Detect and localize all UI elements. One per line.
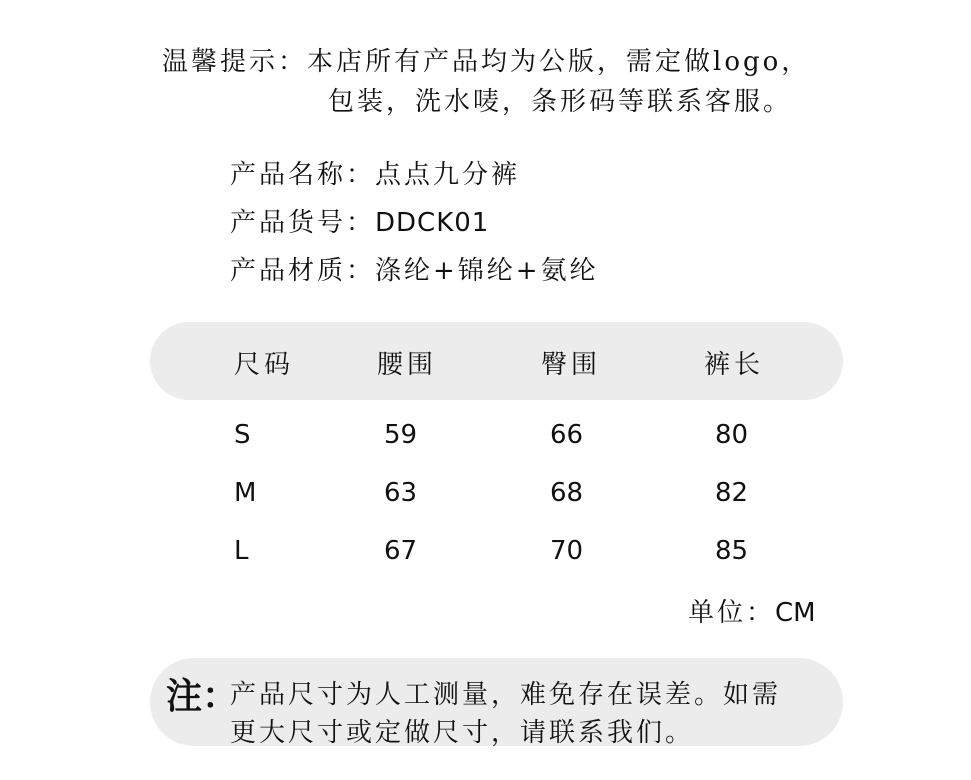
product-sku-row (230, 202, 489, 239)
product-material-row (230, 250, 599, 287)
row-l-length: 85 (715, 536, 749, 566)
unit-value: CM (775, 598, 816, 628)
notice-line-2: 包装，洗水唛，条形码等联系客服。 (328, 87, 793, 117)
note-line-1: 产品尺寸为人工测量，难免存在误差。如需 (230, 680, 782, 710)
row-m-size: M (234, 478, 257, 508)
note-label: 注： (166, 675, 239, 717)
header-size: 尺码 (234, 350, 295, 380)
note-text (216, 676, 781, 752)
product-name-value: 点点九分裤 (375, 160, 521, 190)
product-sku-label: 产品货号： (230, 208, 376, 238)
note-line-2: 更大尺寸或定做尺寸，请联系我们。 (230, 718, 695, 748)
product-material-value: 涤纶+锦纶+氨纶 (375, 256, 599, 286)
row-s-size: S (234, 420, 251, 450)
notice-text (162, 42, 810, 122)
row-s-length: 80 (715, 420, 749, 450)
row-l-hip: 70 (550, 536, 584, 566)
row-l-waist: 67 (384, 536, 418, 566)
row-m-length: 82 (715, 478, 749, 508)
row-m-hip: 68 (550, 478, 584, 508)
row-s-waist: 59 (384, 420, 418, 450)
header-hip: 臀围 (541, 350, 602, 380)
row-m-waist: 63 (384, 478, 418, 508)
row-s-hip: 66 (550, 420, 584, 450)
unit-note (688, 592, 816, 629)
product-name-label: 产品名称： (230, 160, 376, 190)
row-l-size: L (234, 536, 249, 566)
product-material-label: 产品材质： (230, 256, 376, 286)
notice-line-1: 温馨提示：本店所有产品均为公版，需定做logo， (162, 47, 811, 77)
header-waist: 腰围 (377, 350, 438, 380)
product-name-row (230, 154, 520, 191)
unit-label: 单位： (688, 598, 776, 628)
product-sku-value: DDCK01 (375, 208, 490, 238)
header-length: 裤长 (704, 350, 765, 380)
